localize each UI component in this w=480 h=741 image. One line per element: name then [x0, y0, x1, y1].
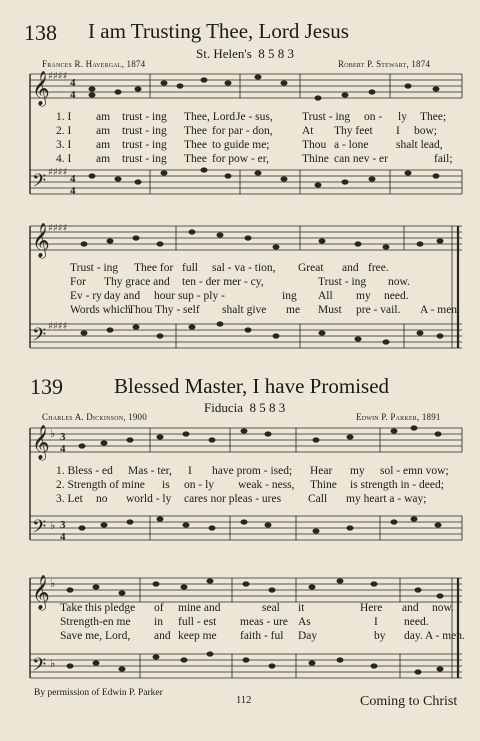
hymn138-verse-line: 3. I am trust - ing Thee to guide me; Thou a - lone shalt lead,	[56, 139, 443, 151]
svg-text:♭: ♭	[50, 657, 56, 670]
hymn138-refrain-line: Ev - ry day and hour sup - ply - ing All my need.	[70, 290, 409, 302]
svg-text:♭: ♭	[50, 577, 56, 590]
meter-label: 8 5 8 3	[249, 400, 286, 415]
svg-text:𝄢: 𝄢	[32, 655, 47, 680]
hymn139-refrain-line: Save me, Lord, and keep me faith - ful Day by day. A - men.	[60, 630, 465, 642]
hymn-title: I am Trusting Thee, Lord Jesus	[88, 19, 349, 43]
hymn-title: Blessed Master, I have Promised	[114, 374, 390, 398]
hymn138-refrain-line: Trust - ing Thee for full sal - va - tion, Great and free.	[70, 262, 389, 274]
hymn139-verse-line: 2. Strength of mine is on - ly weak - ness, Thine is strength in - deed;	[56, 479, 444, 491]
svg-text:𝄞: 𝄞	[32, 575, 50, 610]
words-credit: Frances R. Havergal, 1874	[42, 59, 146, 69]
hymn138-system1-staves	[0, 68, 480, 208]
svg-text:4: 4	[60, 531, 66, 543]
hymn138-verse-line: 2. I am trust - ing Thee for par - don, At Thy feet I bow;	[56, 125, 437, 137]
svg-text:𝄞: 𝄞	[32, 223, 50, 258]
hymn138-verse-line: 4. I am trust - ing Thee for pow - er, Thine can nev - er fail;	[56, 153, 453, 165]
hymn139-verse-line: 3. Let no world - ly cares nor pleas - ures Call my heart a - way;	[56, 493, 427, 505]
tune-name	[196, 46, 294, 62]
hymn138-refrain-line: Words whichThou Thy - self shalt give me Must pre - vail. A - men.	[70, 304, 460, 316]
svg-text:♯♯♯♯: ♯♯♯♯	[48, 167, 68, 178]
svg-text:♯♯♯♯: ♯♯♯♯	[48, 321, 68, 332]
svg-text:♭: ♭	[50, 427, 56, 440]
svg-text:𝄞: 𝄞	[32, 425, 50, 460]
hymn139-verse-line: 1. Bless - ed Mas - ter, I have prom - ised; Hear my sol - emn vow;	[56, 465, 449, 477]
page-number: 112	[236, 695, 252, 706]
hymn139-refrain-line: Strength-en me in full - est meas - ure As I need.	[60, 616, 429, 628]
svg-text:♯♯♯♯: ♯♯♯♯	[48, 71, 68, 82]
music-credit: Robert P. Stewart, 1874	[338, 59, 431, 69]
svg-text:3: 3	[60, 519, 66, 531]
svg-text:4: 4	[60, 443, 66, 455]
music-credit: Edwin P. Parker, 1891	[356, 412, 441, 422]
svg-text:4: 4	[70, 185, 76, 197]
tune-label: St. Helen's	[196, 46, 252, 61]
meter-label: 8 5 8 3	[258, 46, 295, 61]
svg-text:3: 3	[60, 431, 66, 443]
svg-text:♯♯♯♯: ♯♯♯♯	[48, 223, 68, 234]
svg-text:𝄞: 𝄞	[32, 71, 50, 106]
svg-text:♭: ♭	[50, 519, 56, 532]
tune-name	[204, 400, 285, 416]
hymn138-refrain-line: For Thy grace and ten - der mer - cy, Trust - ing now.	[70, 276, 410, 288]
tune-label: Fiducia	[204, 400, 243, 415]
hymn-number: 139	[30, 374, 63, 399]
svg-text:4: 4	[70, 89, 76, 101]
words-credit: Charles A. Dickinson, 1900	[42, 412, 147, 422]
hymn138-verse-line: 1. I am trust - ing Thee, LordJe - sus, Trust - ing on - ly Thee;	[56, 111, 447, 123]
svg-text:4: 4	[70, 77, 76, 89]
svg-text:𝄢: 𝄢	[32, 517, 47, 542]
svg-text:4: 4	[70, 173, 76, 185]
hymn-number: 138	[24, 20, 57, 45]
svg-text:𝄢: 𝄢	[32, 325, 47, 350]
svg-text:𝄢: 𝄢	[32, 171, 47, 196]
hymn139-refrain-line: Take this pledge of mine and seal it Here and now.	[60, 602, 454, 614]
permission-note: By permission of Edwin P. Parker	[34, 688, 163, 698]
section-title: Coming to Christ	[360, 694, 458, 709]
